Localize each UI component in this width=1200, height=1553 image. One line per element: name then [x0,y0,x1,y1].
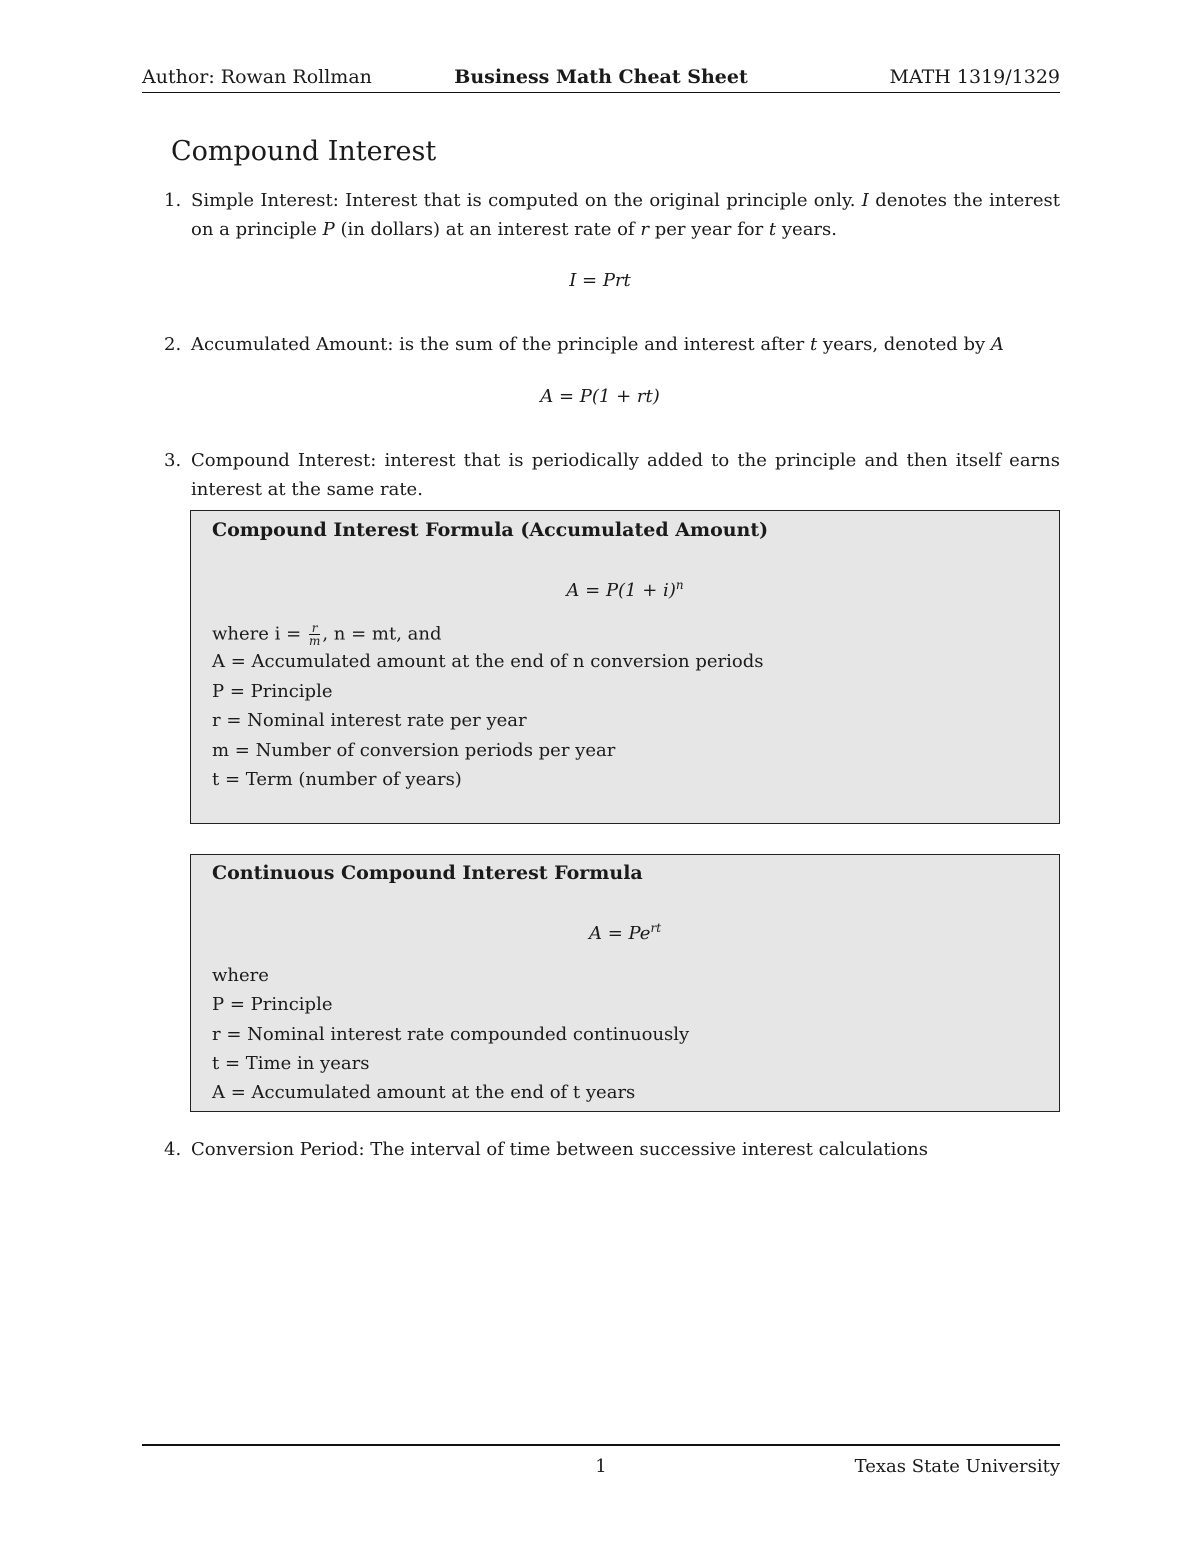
equation-simple-interest: I = Prt [569,270,631,291]
list-item-simple-interest [164,186,1060,244]
page-footer [142,1444,1060,1477]
item-number: 4. [164,1139,182,1160]
item-number: 3. [164,450,182,471]
definition-line: A = Accumulated amount at the end of t years [212,1082,636,1103]
item-text: Conversion Period: The interval of time between successive interest calculations [191,1139,929,1160]
page-header [142,66,1060,93]
header-title: Business Math Cheat Sheet [454,66,748,88]
item-text: Compound Interest: interest that is periodically added to the principle and then itself earns interest at the same rate. [191,450,1060,500]
continuous-compound-interest-box [190,854,1060,1112]
where-line: where [212,965,269,986]
item-number: 2. [164,334,182,355]
definition-line: m = Number of conversion periods per year [212,740,616,761]
box-title: Continuous Compound Interest Formula [212,862,643,884]
item-text: Accumulated Amount: is the sum of the principle and interest after t years, denoted by A [191,334,1004,355]
item-text: Simple Interest: Interest that is computed on the original principle only. I denotes the interest on a principle P (in dollars) at an interest rate of r per year for t years. [191,190,1060,240]
section-title: Compound Interest [171,136,437,167]
footer-university: Texas State University [854,1456,1060,1477]
definition-line: r = Nominal interest rate per year [212,710,527,731]
item-number: 1. [164,190,182,211]
list-item-conversion-period [164,1135,1060,1164]
box-equation: $A = P(1 + i)^n$ [566,578,684,601]
header-author: Author: Rowan Rollman [142,66,372,88]
definition-line: A = Accumulated amount at the end of n conversion periods [212,651,764,672]
list-item-compound-interest [164,446,1060,504]
where-line: where i = $\frac{r}{m}$ , n = mt, and [212,621,442,648]
box-equation: $A = Pe^{rt}$ [588,921,662,944]
fraction-r-over-m: $\frac{r}{m}$ [308,621,321,648]
box-title: Compound Interest Formula (Accumulated Amount) [212,519,769,541]
list-item-accumulated-amount [164,330,1060,359]
header-course: MATH 1319/1329 [889,66,1060,88]
definition-line: t = Term (number of years) [212,769,462,790]
compound-interest-formula-box [190,510,1060,824]
page-number: 1 [595,1456,607,1477]
definition-line: P = Principle [212,994,333,1015]
definition-line: r = Nominal interest rate compounded continuously [212,1024,690,1045]
definition-line: t = Time in years [212,1053,370,1074]
definition-line: P = Principle [212,681,333,702]
equation-accumulated-amount: A = P(1 + rt) [540,386,660,407]
